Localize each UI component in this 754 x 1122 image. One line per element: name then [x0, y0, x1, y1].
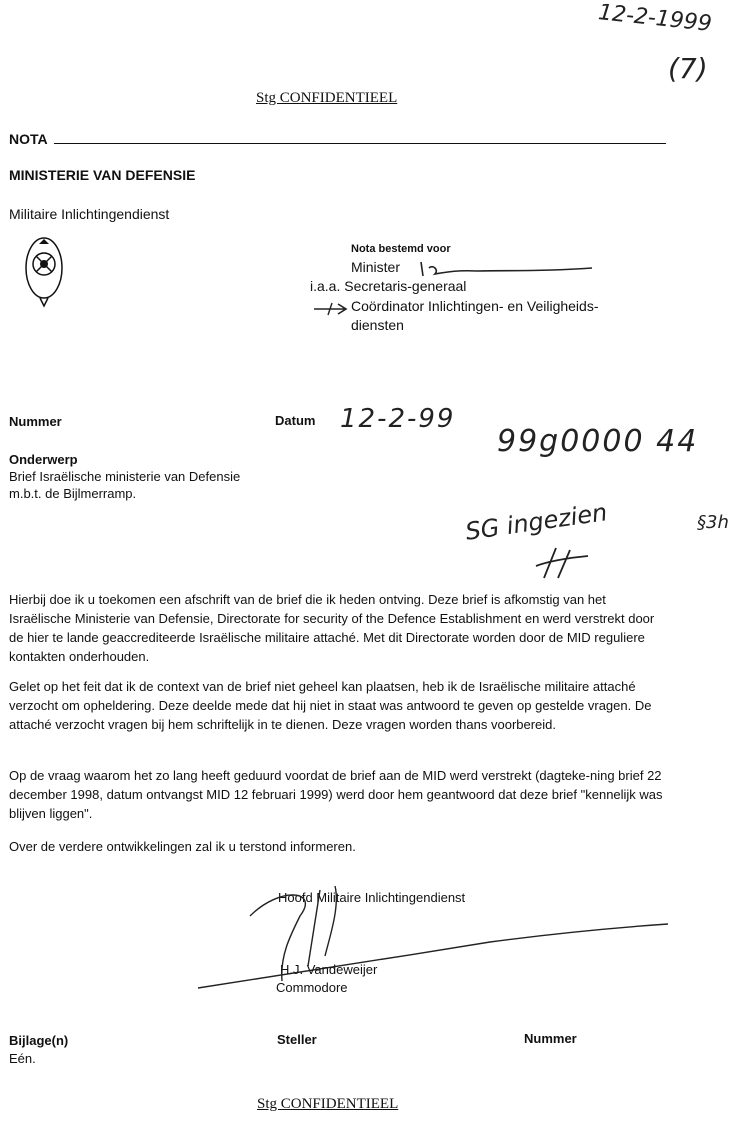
- handwritten-number: (7): [668, 52, 708, 85]
- signature-rank: Commodore: [276, 980, 348, 995]
- classification-footer: Stg CONFIDENTIEEL: [257, 1096, 399, 1112]
- signature-name: H.J. Vandeweijer: [280, 962, 378, 977]
- body-paragraph-4: Over de verdere ontwikkelingen zal ik u terstond informeren.: [9, 839, 356, 854]
- datum-label: Datum: [275, 413, 316, 428]
- onderwerp-line2: m.b.t. de Bijlmerramp.: [9, 486, 137, 501]
- onderwerp-line1: Brief Israëlische ministerie van Defensie: [9, 469, 241, 484]
- nota-rule: [54, 143, 666, 144]
- handwritten-initials-icon: [532, 544, 592, 580]
- body-paragraph-1: Hierbij doe ik u toekomen een afschrift van de brief die ik heden ontving. Deze brief is afkomstig van het Israëlische Ministerie van Defensie, Directorate for security of the Defence Establishment en werd verstrekt door de hier te lande geaccrediteerde Israëlische militaire attaché. Met dit Directorate worden door de MID reguliere kontakten onderhouden.: [9, 592, 655, 664]
- mid-emblem-icon: [22, 236, 66, 310]
- address-sg: i.a.a. Secretaris-generaal: [310, 278, 467, 294]
- ministry-title: MINISTERIE VAN DEFENSIE: [9, 167, 196, 183]
- address-label: Nota bestemd voor: [351, 243, 451, 255]
- bijlage-label: Bijlage(n): [9, 1033, 69, 1048]
- classification-header: Stg CONFIDENTIEEL: [256, 90, 398, 106]
- onderwerp-label: Onderwerp: [9, 452, 78, 467]
- body-paragraph-3: Op de vraag waarom het zo lang heeft geduurd voordat de brief aan de MID werd verstrekt (dagteke-ning brief 22 december 1998, datum ontvangst MID 12 februari 1999) werd door hem geantwoord dat deze brief "kennelijk was blijven liggen".: [9, 768, 663, 821]
- handwritten-note: SG ingezien: [463, 498, 609, 546]
- footer-nummer-label: Nummer: [524, 1031, 577, 1046]
- service-name: Militaire Inlichtingendienst: [9, 206, 170, 222]
- signature-scrawl-icon: [190, 876, 670, 996]
- nummer-label: Nummer: [9, 414, 62, 429]
- handwritten-corner-note: §3h: [697, 512, 729, 533]
- handwritten-arrow-icon: [312, 302, 350, 316]
- steller-label: Steller: [277, 1032, 317, 1047]
- address-diensten: diensten: [351, 317, 404, 333]
- nota-label: NOTA: [9, 131, 48, 147]
- address-minister: Minister: [351, 259, 401, 275]
- body-paragraph-2: Gelet op het feit dat ik de context van de brief niet geheel kan plaatsen, heb ik de Israëlische militaire attaché verzocht om opheldering. Deze deelde mede dat hij niet in staat was antwoord te geven op gestelde vragen. De attaché verzocht vragen bij hem schriftelijk in te dienen. Deze vragen worden thans voorbereid.: [9, 679, 652, 732]
- signature-title: Hoofd Militaire Inlichtingendienst: [278, 890, 466, 905]
- address-coordinator: Coördinator Inlichtingen- en Veiligheids-: [351, 298, 599, 314]
- handwritten-ref-number: 99g0000 44: [497, 424, 699, 459]
- handwritten-datum: 12-2-99: [340, 404, 456, 434]
- bijlage-value: Eén.: [9, 1051, 36, 1066]
- handwritten-date: 12-2-1999: [597, 0, 713, 37]
